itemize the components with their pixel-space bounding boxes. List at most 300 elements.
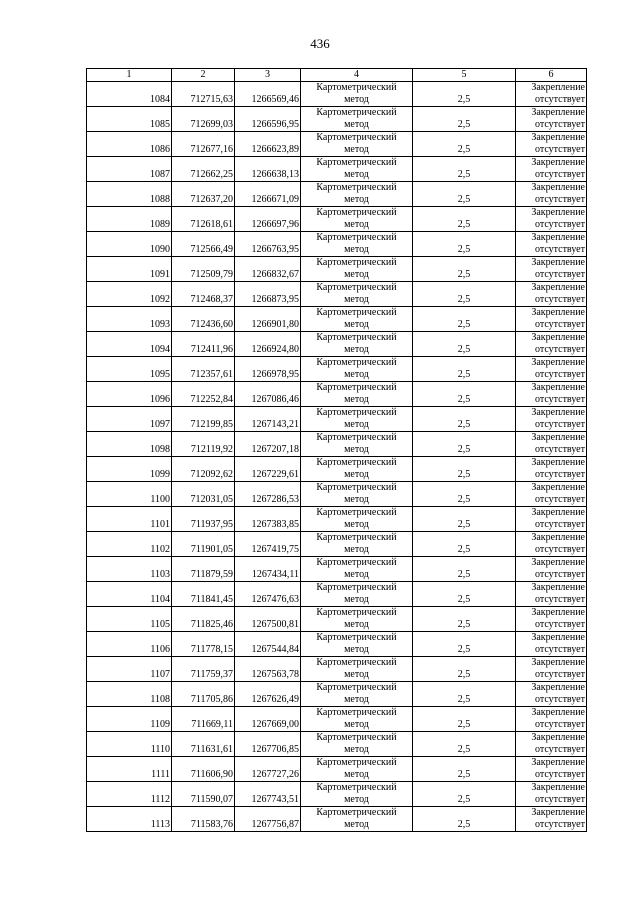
coordinate-x: 712509,79 (172, 257, 235, 282)
fixation-line-1: Закрепление (531, 82, 585, 93)
accuracy-value: 2,5 (413, 557, 516, 582)
method-cell (301, 407, 413, 432)
coordinate-x: 712436,60 (172, 307, 235, 332)
accuracy-value: 2,5 (413, 182, 516, 207)
fixation-line-1: Закрепление (531, 782, 585, 793)
method-cell (301, 107, 413, 132)
coordinate-y: 1266671,09 (235, 182, 301, 207)
accuracy-value: 2,5 (413, 757, 516, 782)
coordinate-y: 1267727,26 (235, 757, 301, 782)
fixation-line-2: отсутствует (534, 494, 585, 505)
method-line-1: Картометрический (316, 107, 397, 118)
fixation-line-2: отсутствует (534, 619, 585, 630)
accuracy-value: 2,5 (413, 657, 516, 682)
point-number: 1094 (87, 332, 172, 357)
fixation-line-1: Закрепление (531, 632, 585, 643)
coordinate-x: 712566,49 (172, 232, 235, 257)
method-line-2: метод (344, 119, 369, 130)
fixation-line-1: Закрепление (531, 557, 585, 568)
method-line-1: Картометрический (316, 732, 397, 743)
method-line-1: Картометрический (316, 182, 397, 193)
fixation-cell (516, 432, 587, 457)
method-line-2: метод (344, 669, 369, 680)
method-line-1: Картометрический (316, 582, 397, 593)
method-line-2: метод (344, 819, 369, 830)
method-line-2: метод (344, 244, 369, 255)
coordinate-y: 1266623,89 (235, 132, 301, 157)
fixation-line-2: отсутствует (534, 469, 585, 480)
fixation-line-2: отсутствует (534, 744, 585, 755)
table-row (87, 282, 587, 307)
method-line-2: метод (344, 419, 369, 430)
method-line-1: Картометрический (316, 282, 397, 293)
table-row (87, 457, 587, 482)
fixation-line-1: Закрепление (531, 432, 585, 443)
accuracy-value: 2,5 (413, 682, 516, 707)
table-row (87, 232, 587, 257)
fixation-cell (516, 632, 587, 657)
method-line-1: Картометрический (316, 157, 397, 168)
accuracy-value: 2,5 (413, 382, 516, 407)
method-cell (301, 532, 413, 557)
coordinate-y: 1266978,95 (235, 357, 301, 382)
coordinate-x: 711583,76 (172, 807, 235, 832)
table-row (87, 807, 587, 832)
fixation-line-2: отсутствует (534, 269, 585, 280)
table-row (87, 657, 587, 682)
coordinate-y: 1267743,51 (235, 782, 301, 807)
fixation-cell (516, 732, 587, 757)
method-cell (301, 282, 413, 307)
point-number: 1090 (87, 232, 172, 257)
method-line-1: Картометрический (316, 357, 397, 368)
fixation-line-1: Закрепление (531, 357, 585, 368)
coordinate-y: 1267626,49 (235, 682, 301, 707)
method-line-2: метод (344, 744, 369, 755)
fixation-line-1: Закрепление (531, 582, 585, 593)
method-line-1: Картометрический (316, 657, 397, 668)
fixation-cell (516, 207, 587, 232)
table-row (87, 582, 587, 607)
coordinate-y: 1267544,84 (235, 632, 301, 657)
table-row (87, 357, 587, 382)
fixation-line-1: Закрепление (531, 457, 585, 468)
fixation-line-1: Закрепление (531, 132, 585, 143)
coordinate-y: 1267286,53 (235, 482, 301, 507)
fixation-line-2: отсутствует (534, 119, 585, 130)
coordinate-y: 1266832,67 (235, 257, 301, 282)
accuracy-value: 2,5 (413, 107, 516, 132)
method-cell (301, 807, 413, 832)
fixation-line-2: отсутствует (534, 169, 585, 180)
table-row (87, 107, 587, 132)
coordinate-y: 1266924,80 (235, 332, 301, 357)
fixation-line-1: Закрепление (531, 407, 585, 418)
method-cell (301, 257, 413, 282)
method-line-1: Картометрический (316, 507, 397, 518)
method-cell (301, 307, 413, 332)
method-line-2: метод (344, 719, 369, 730)
method-cell (301, 732, 413, 757)
fixation-cell (516, 707, 587, 732)
fixation-line-1: Закрепление (531, 182, 585, 193)
column-header-fixation: 6 (516, 69, 587, 82)
table-row (87, 207, 587, 232)
method-cell (301, 357, 413, 382)
coordinate-y: 1267669,00 (235, 707, 301, 732)
method-cell (301, 457, 413, 482)
fixation-line-2: отсутствует (534, 769, 585, 780)
method-line-2: метод (344, 269, 369, 280)
accuracy-value: 2,5 (413, 82, 516, 107)
method-line-1: Картометрический (316, 432, 397, 443)
accuracy-value: 2,5 (413, 332, 516, 357)
coordinate-x: 712637,20 (172, 182, 235, 207)
method-cell (301, 507, 413, 532)
fixation-cell (516, 782, 587, 807)
method-cell (301, 632, 413, 657)
point-number: 1092 (87, 282, 172, 307)
fixation-line-2: отсутствует (534, 244, 585, 255)
fixation-line-1: Закрепление (531, 532, 585, 543)
table-row (87, 532, 587, 557)
accuracy-value: 2,5 (413, 132, 516, 157)
coordinate-x: 712677,16 (172, 132, 235, 157)
fixation-line-1: Закрепление (531, 282, 585, 293)
fixation-cell (516, 107, 587, 132)
fixation-line-1: Закрепление (531, 682, 585, 693)
method-line-1: Картометрический (316, 782, 397, 793)
table-row (87, 557, 587, 582)
point-number: 1102 (87, 532, 172, 557)
method-line-2: метод (344, 319, 369, 330)
fixation-line-1: Закрепление (531, 332, 585, 343)
point-number: 1113 (87, 807, 172, 832)
accuracy-value: 2,5 (413, 507, 516, 532)
coordinate-x: 711759,37 (172, 657, 235, 682)
method-line-2: метод (344, 194, 369, 205)
accuracy-value: 2,5 (413, 282, 516, 307)
point-number: 1086 (87, 132, 172, 157)
method-line-1: Картометрический (316, 482, 397, 493)
coordinate-x: 712662,25 (172, 157, 235, 182)
point-number: 1111 (87, 757, 172, 782)
method-line-1: Картометрический (316, 807, 397, 818)
coordinate-x: 711825,46 (172, 607, 235, 632)
accuracy-value: 2,5 (413, 207, 516, 232)
method-cell (301, 82, 413, 107)
method-line-2: метод (344, 444, 369, 455)
coordinate-y: 1267756,87 (235, 807, 301, 832)
fixation-line-2: отсутствует (534, 94, 585, 105)
fixation-cell (516, 157, 587, 182)
table-row (87, 632, 587, 657)
method-line-1: Картометрический (316, 607, 397, 618)
method-line-2: метод (344, 469, 369, 480)
coordinates-table (86, 68, 587, 832)
fixation-line-2: отсутствует (534, 444, 585, 455)
point-number: 1098 (87, 432, 172, 457)
fixation-cell (516, 357, 587, 382)
accuracy-value: 2,5 (413, 782, 516, 807)
fixation-line-2: отсутствует (534, 519, 585, 530)
accuracy-value: 2,5 (413, 457, 516, 482)
method-cell (301, 157, 413, 182)
coordinate-x: 712618,61 (172, 207, 235, 232)
accuracy-value: 2,5 (413, 232, 516, 257)
table-row (87, 82, 587, 107)
point-number: 1087 (87, 157, 172, 182)
fixation-line-2: отсутствует (534, 369, 585, 380)
point-number: 1095 (87, 357, 172, 382)
table-row (87, 507, 587, 532)
accuracy-value: 2,5 (413, 482, 516, 507)
fixation-cell (516, 132, 587, 157)
fixation-line-1: Закрепление (531, 207, 585, 218)
point-number: 1106 (87, 632, 172, 657)
fixation-cell (516, 282, 587, 307)
coordinate-x: 711606,90 (172, 757, 235, 782)
coordinate-x: 712715,63 (172, 82, 235, 107)
coordinate-x: 711631,61 (172, 732, 235, 757)
column-header-point-number: 1 (87, 69, 172, 82)
table-row (87, 607, 587, 632)
method-line-2: метод (344, 619, 369, 630)
fixation-line-2: отсутствует (534, 194, 585, 205)
method-line-1: Картометрический (316, 457, 397, 468)
point-number: 1100 (87, 482, 172, 507)
coordinate-y: 1266901,80 (235, 307, 301, 332)
fixation-cell (516, 557, 587, 582)
method-cell (301, 682, 413, 707)
table-header-row (87, 69, 587, 82)
coordinate-x: 712357,61 (172, 357, 235, 382)
fixation-line-2: отсутствует (534, 594, 585, 605)
coordinate-x: 711778,15 (172, 632, 235, 657)
column-header-method: 4 (301, 69, 413, 82)
coordinate-x: 711879,59 (172, 557, 235, 582)
coordinate-y: 1266873,95 (235, 282, 301, 307)
method-line-2: метод (344, 544, 369, 555)
method-line-2: метод (344, 94, 369, 105)
coordinate-x: 712199,85 (172, 407, 235, 432)
coordinate-y: 1266596,95 (235, 107, 301, 132)
fixation-cell (516, 332, 587, 357)
fixation-line-1: Закрепление (531, 482, 585, 493)
coordinate-y: 1267383,85 (235, 507, 301, 532)
table-row (87, 382, 587, 407)
fixation-line-1: Закрепление (531, 232, 585, 243)
point-number: 1093 (87, 307, 172, 332)
column-header-x: 2 (172, 69, 235, 82)
fixation-cell (516, 182, 587, 207)
point-number: 1109 (87, 707, 172, 732)
accuracy-value: 2,5 (413, 607, 516, 632)
fixation-line-1: Закрепление (531, 807, 585, 818)
method-line-2: метод (344, 569, 369, 580)
method-cell (301, 607, 413, 632)
fixation-cell (516, 82, 587, 107)
point-number: 1097 (87, 407, 172, 432)
coordinate-y: 1267500,81 (235, 607, 301, 632)
fixation-cell (516, 682, 587, 707)
method-line-1: Картометрический (316, 382, 397, 393)
fixation-cell (516, 532, 587, 557)
fixation-line-2: отсутствует (534, 794, 585, 805)
method-line-2: метод (344, 394, 369, 405)
table-row (87, 707, 587, 732)
coordinate-x: 711590,07 (172, 782, 235, 807)
table-row (87, 257, 587, 282)
point-number: 1101 (87, 507, 172, 532)
method-line-2: метод (344, 144, 369, 155)
coordinate-y: 1267419,75 (235, 532, 301, 557)
fixation-line-2: отсутствует (534, 419, 585, 430)
point-number: 1110 (87, 732, 172, 757)
fixation-line-2: отсутствует (534, 644, 585, 655)
coordinate-x: 711841,45 (172, 582, 235, 607)
fixation-line-2: отсутствует (534, 819, 585, 830)
table-row (87, 157, 587, 182)
point-number: 1088 (87, 182, 172, 207)
accuracy-value: 2,5 (413, 807, 516, 832)
method-line-1: Картометрический (316, 707, 397, 718)
method-line-2: метод (344, 494, 369, 505)
table-body (87, 82, 587, 832)
coordinate-x: 712092,62 (172, 457, 235, 482)
method-line-1: Картометрический (316, 332, 397, 343)
method-line-1: Картометрический (316, 232, 397, 243)
accuracy-value: 2,5 (413, 407, 516, 432)
fixation-line-1: Закрепление (531, 107, 585, 118)
column-header-y: 3 (235, 69, 301, 82)
accuracy-value: 2,5 (413, 707, 516, 732)
fixation-line-2: отсутствует (534, 319, 585, 330)
table-row (87, 782, 587, 807)
point-number: 1105 (87, 607, 172, 632)
method-line-2: метод (344, 694, 369, 705)
column-header-accuracy: 5 (413, 69, 516, 82)
table-row (87, 307, 587, 332)
accuracy-value: 2,5 (413, 157, 516, 182)
point-number: 1103 (87, 557, 172, 582)
fixation-cell (516, 382, 587, 407)
fixation-line-2: отсутствует (534, 719, 585, 730)
coordinate-x: 712411,96 (172, 332, 235, 357)
method-cell (301, 757, 413, 782)
fixation-line-1: Закрепление (531, 757, 585, 768)
fixation-cell (516, 807, 587, 832)
fixation-line-1: Закрепление (531, 607, 585, 618)
fixation-line-1: Закрепление (531, 507, 585, 518)
fixation-line-2: отсутствует (534, 694, 585, 705)
method-line-1: Картометрический (316, 257, 397, 268)
coordinate-y: 1266763,95 (235, 232, 301, 257)
fixation-line-1: Закрепление (531, 657, 585, 668)
fixation-line-1: Закрепление (531, 157, 585, 168)
method-line-1: Картометрический (316, 682, 397, 693)
fixation-line-2: отсутствует (534, 219, 585, 230)
coordinate-y: 1267086,46 (235, 382, 301, 407)
fixation-cell (516, 507, 587, 532)
method-line-2: метод (344, 594, 369, 605)
coordinate-y: 1266569,46 (235, 82, 301, 107)
method-cell (301, 782, 413, 807)
table-row (87, 132, 587, 157)
method-cell (301, 582, 413, 607)
method-cell (301, 232, 413, 257)
method-cell (301, 382, 413, 407)
coordinate-x: 711901,05 (172, 532, 235, 557)
accuracy-value: 2,5 (413, 632, 516, 657)
table-row (87, 482, 587, 507)
method-line-2: метод (344, 344, 369, 355)
point-number: 1085 (87, 107, 172, 132)
method-line-1: Картометрический (316, 632, 397, 643)
point-number: 1096 (87, 382, 172, 407)
coordinate-y: 1267434,11 (235, 557, 301, 582)
fixation-cell (516, 757, 587, 782)
fixation-line-1: Закрепление (531, 257, 585, 268)
fixation-line-2: отсутствует (534, 344, 585, 355)
fixation-line-2: отсутствует (534, 294, 585, 305)
method-line-1: Картометрический (316, 82, 397, 93)
method-line-1: Картометрический (316, 407, 397, 418)
point-number: 1112 (87, 782, 172, 807)
method-line-2: метод (344, 644, 369, 655)
table-row (87, 432, 587, 457)
coordinate-x: 711937,95 (172, 507, 235, 532)
accuracy-value: 2,5 (413, 257, 516, 282)
coordinate-y: 1267143,21 (235, 407, 301, 432)
coordinate-y: 1267476,63 (235, 582, 301, 607)
coordinate-x: 712119,92 (172, 432, 235, 457)
method-line-1: Картометрический (316, 132, 397, 143)
method-line-2: метод (344, 369, 369, 380)
fixation-line-2: отсутствует (534, 394, 585, 405)
accuracy-value: 2,5 (413, 582, 516, 607)
coordinate-y: 1266638,13 (235, 157, 301, 182)
method-line-2: метод (344, 769, 369, 780)
point-number: 1099 (87, 457, 172, 482)
coordinate-y: 1267229,61 (235, 457, 301, 482)
fixation-cell (516, 307, 587, 332)
point-number: 1089 (87, 207, 172, 232)
method-line-1: Картометрический (316, 757, 397, 768)
fixation-cell (516, 657, 587, 682)
fixation-line-1: Закрепление (531, 732, 585, 743)
method-line-1: Картометрический (316, 307, 397, 318)
method-cell (301, 657, 413, 682)
table-row (87, 757, 587, 782)
table-row (87, 407, 587, 432)
method-cell (301, 482, 413, 507)
method-cell (301, 207, 413, 232)
fixation-cell (516, 257, 587, 282)
accuracy-value: 2,5 (413, 532, 516, 557)
coordinate-x: 712468,37 (172, 282, 235, 307)
coordinate-x: 712252,84 (172, 382, 235, 407)
coordinate-x: 711669,11 (172, 707, 235, 732)
point-number: 1104 (87, 582, 172, 607)
method-line-2: метод (344, 794, 369, 805)
fixation-cell (516, 607, 587, 632)
table-row (87, 682, 587, 707)
coordinate-x: 712031,05 (172, 482, 235, 507)
fixation-cell (516, 457, 587, 482)
method-line-1: Картометрический (316, 557, 397, 568)
fixation-line-2: отсутствует (534, 569, 585, 580)
